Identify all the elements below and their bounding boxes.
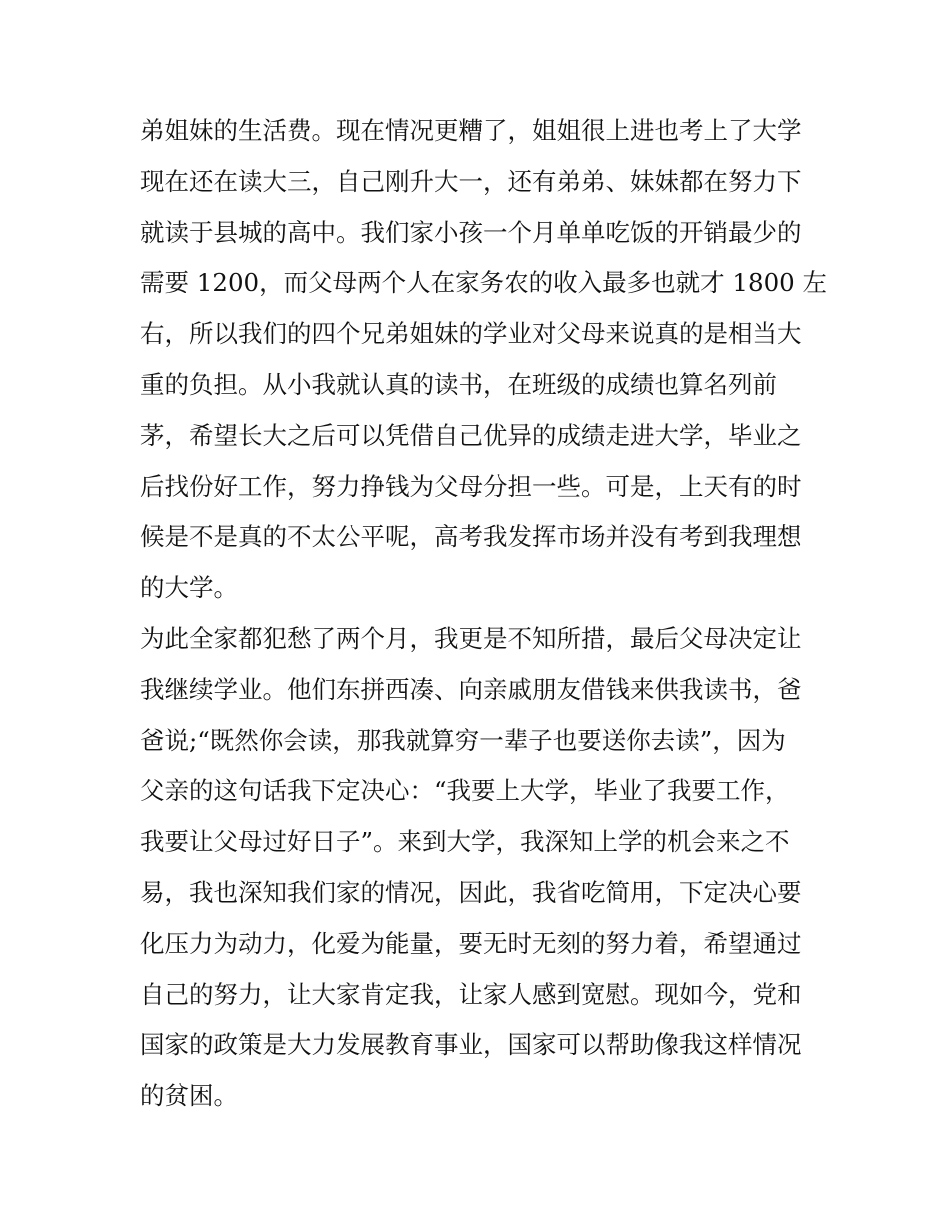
text-line: 重的负担。从小我就认真的读书，在班级的成绩也算名列前	[140, 369, 777, 399]
text-line: 为此全家都犯愁了两个月，我更是不知所措，最后父母决定让	[140, 623, 802, 653]
text-line: 的贫困。	[140, 1081, 238, 1111]
text-line: 爸说;“既然你会读，那我就算穷一辈子也要送你去读”，因为	[140, 725, 786, 755]
text-line: 后找份好工作，努力挣钱为父母分担一些。可是，上天有的时	[140, 471, 802, 501]
text-line: 国家的政策是大力发展教育事业，国家可以帮助像我这样情况	[140, 1030, 802, 1060]
text-line: 我要让父母过好日子”。来到大学，我深知上学的机会来之不	[140, 827, 790, 857]
text-line: 我继续学业。他们东拼西凑、向亲戚朋友借钱来供我读书，爸	[140, 674, 802, 704]
body-text	[140, 106, 830, 1122]
text-line: 候是不是真的不太公平呢，高考我发挥市场并没有考到我理想	[140, 522, 802, 552]
text-line: 需要 1200，而父母两个人在家务农的收入最多也就才 1800 左	[140, 268, 828, 298]
text-line: 化压力为动力，化爱为能量，要无时无刻的努力着，希望通过	[140, 928, 802, 958]
text-line: 自己的努力，让大家肯定我，让家人感到宽慰。现如今，党和	[140, 979, 802, 1009]
text-line: 就读于县城的高中。我们家小孩一个月单单吃饭的开销最少的	[140, 217, 802, 247]
text-line: 的大学。	[140, 573, 238, 603]
text-line: 现在还在读大三，自己刚升大一，还有弟弟、妹妹都在努力下	[140, 166, 802, 196]
text-line: 父亲的这句话我下定决心：“我要上大学，毕业了我要工作，	[140, 776, 790, 806]
text-line: 茅，希望长大之后可以凭借自己优异的成绩走进大学，毕业之	[140, 420, 802, 450]
text-line: 弟姐妹的生活费。现在情况更糟了，姐姐很上进也考上了大学	[140, 116, 802, 145]
text-line: 右，所以我们的四个兄弟姐妹的学业对父母来说真的是相当大	[140, 319, 802, 349]
text-line: 易，我也深知我们家的情况，因此，我省吃简用，下定决心要	[140, 877, 802, 907]
